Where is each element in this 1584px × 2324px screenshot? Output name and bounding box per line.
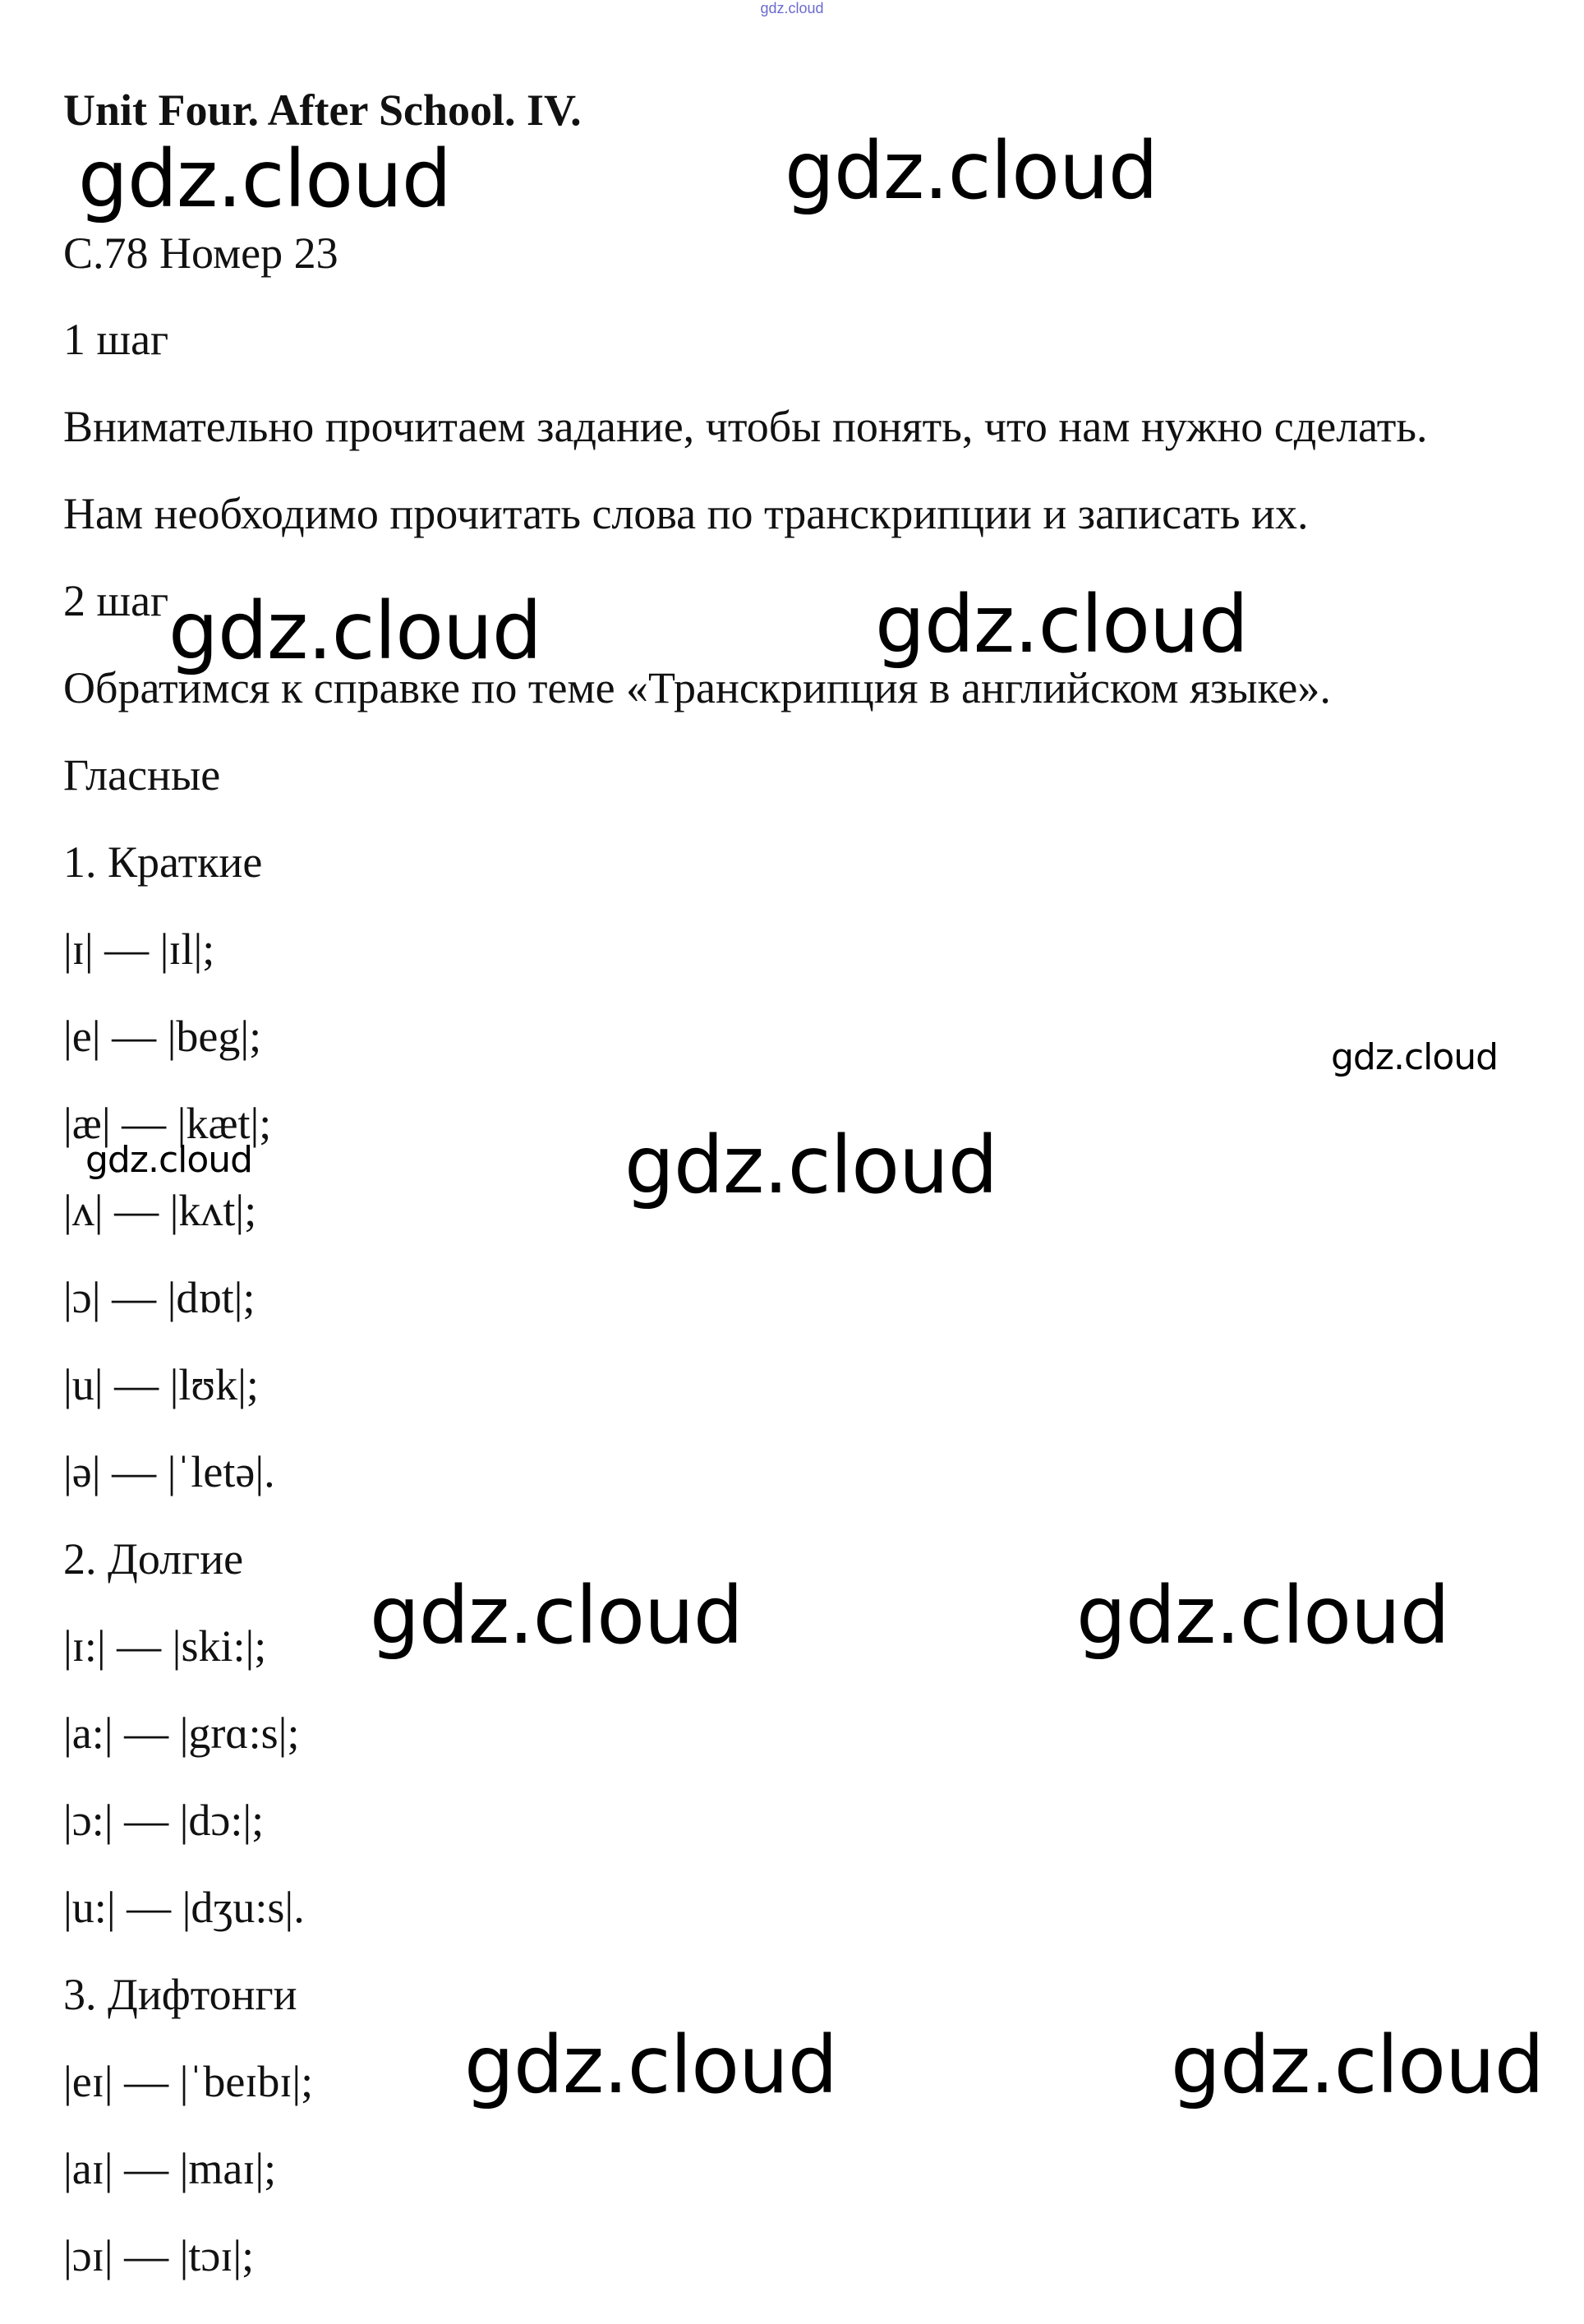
step-1-goal: Нам необходимо прочитать слова по транскрипции и записать их. [63, 489, 1309, 538]
short-vowel-item: |ɪ| — |ɪl|; [63, 925, 215, 974]
watermark: gdz.cloud [85, 1139, 253, 1181]
watermark: gdz.cloud [1171, 2019, 1544, 2111]
short-vowel-item: |ʌ| — |kʌt|; [63, 1186, 257, 1235]
short-vowels-heading: 1. Краткие [63, 837, 263, 887]
watermark: gdz.cloud [785, 125, 1158, 217]
watermark: gdz.cloud [875, 579, 1248, 671]
watermark: gdz.cloud [1076, 1570, 1449, 1662]
watermark: gdz.cloud [168, 585, 541, 677]
long-vowel-item: |ɪ:| — |ski:|; [63, 1621, 267, 1671]
diphthong-item: |ɔɪ| — |tɔɪ|; [63, 2231, 255, 2280]
watermark: gdz.cloud [78, 133, 451, 225]
long-vowel-item: |a:| — |grɑ:s|; [63, 1708, 300, 1758]
unit-title: Unit Four. After School. IV. [63, 85, 582, 135]
long-vowel-item: |ɔ:| — |dɔ:|; [63, 1796, 265, 1845]
vowels-heading: Гласные [63, 750, 221, 800]
watermark: gdz.cloud [624, 1119, 997, 1211]
watermark: gdz.cloud [464, 2019, 837, 2111]
watermark: gdz.cloud [370, 1570, 743, 1662]
short-vowel-item: |ɔ| — |dɒt|; [63, 1273, 256, 1322]
step-1-text: Внимательно прочитаем задание, чтобы понять, что нам нужно сделать. [63, 402, 1428, 451]
diphthongs-heading: 3. Дифтонги [63, 1970, 297, 2019]
step-2-text: Обратимся к справке по теме «Транскрипция в английском языке». [63, 663, 1331, 712]
diphthong-item: |eɪ| — |ˈbeɪbɪ|; [63, 2057, 314, 2106]
page-reference: С.78 Номер 23 [63, 228, 338, 278]
short-vowel-item: |ə| — |ˈletə|. [63, 1447, 275, 1496]
short-vowel-item: |æ| — |kæt|; [63, 1099, 272, 1148]
short-vowel-item: |u| — |lʊk|; [63, 1360, 259, 1409]
diphthong-item: |aɪ| — |maɪ|; [63, 2144, 277, 2193]
source-mark: gdz.cloud [760, 0, 824, 16]
step-1-label: 1 шаг [63, 315, 169, 364]
long-vowels-heading: 2. Долгие [63, 1534, 244, 1584]
short-vowel-item: |e| — |beg|; [63, 1012, 262, 1061]
step-2-label: 2 шаг [63, 576, 169, 625]
long-vowel-item: |u:| — |dʒu:s|. [63, 1883, 305, 1932]
watermark: gdz.cloud [1331, 1036, 1499, 1078]
